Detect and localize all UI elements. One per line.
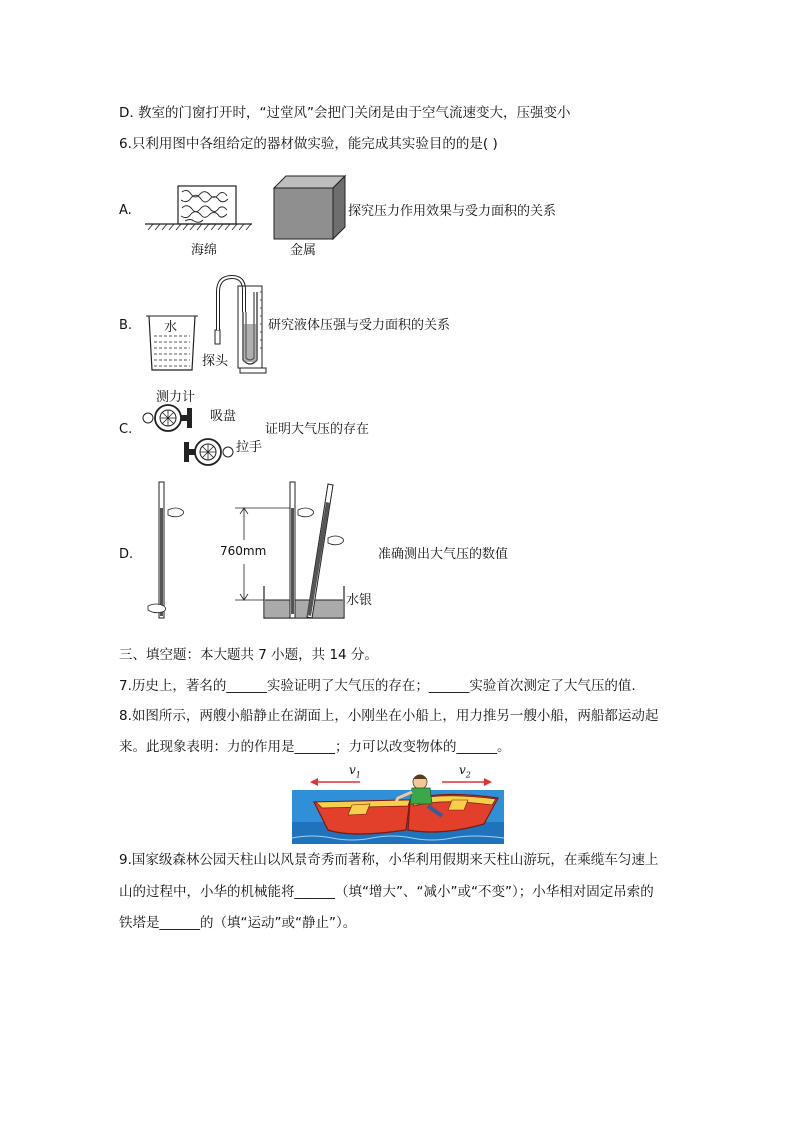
q7-text: 7.历史上，著名的______实验证明了大气压的存在；______实验首次测定了大气压的值.	[119, 678, 636, 694]
option-d-text: 准确测出大气压的数值	[378, 547, 509, 562]
q8-line-2: 来。此现象表明：力的作用是______；力可以改变物体的______。	[119, 739, 511, 755]
mercury-label: 水银	[346, 593, 373, 608]
boats-figure	[292, 760, 504, 844]
q6-stem: 6.只利用图中各组给定的器材做实验，能完成其实验目的的是( )	[119, 136, 498, 152]
option-c-text: 证明大气压的存在	[265, 422, 370, 437]
q5-option-d: D. 教室的门窗打开时，“过堂风”会把门关闭是由于空气流速变大，压强变小	[119, 105, 571, 121]
section-3-heading: 三、填空题：本大题共 7 小题，共 14 分。	[119, 647, 378, 663]
force-meter-label: 测力计	[156, 390, 196, 405]
metal-label: 金属	[290, 243, 317, 258]
q9-line-1: 9.国家级森林公园天柱山以风景奇秀而著称，小华利用假期来天柱山游玩，在乘缆车匀速上	[119, 852, 659, 868]
q8-line-1: 8.如图所示，两艘小船静止在湖面上，小刚坐在小船上，用力推另一艘小船，两船都运动起	[119, 708, 659, 724]
v2-label: $v_2$	[459, 763, 471, 780]
option-c-letter: C.	[119, 422, 133, 437]
probe-label: 探头	[202, 354, 229, 369]
q9-line-3: 铁塔是______的（填“运动”或“静止”）。	[119, 915, 357, 931]
height-label: 760mm	[220, 544, 267, 558]
option-a-letter: A.	[119, 203, 132, 218]
sponge-metal-figure	[140, 178, 355, 263]
sponge-label: 海绵	[191, 243, 218, 258]
option-b-letter: B.	[119, 318, 133, 333]
option-b-text: 研究液体压强与受力面积的关系	[268, 318, 451, 333]
option-a-text: 探究压力作用效果与受力面积的关系	[348, 204, 557, 219]
handle-label: 拉手	[236, 440, 263, 455]
option-d-letter: D.	[119, 547, 134, 562]
v1-label: $v_1$	[349, 763, 361, 780]
water-label: 水	[164, 320, 178, 335]
suction-cup-label: 吸盘	[210, 409, 237, 424]
q9-line-2: 山的过程中，小华的机械能将______（填“增大”、“减小”或“不变”）；小华相对固定吊索的	[119, 884, 654, 900]
